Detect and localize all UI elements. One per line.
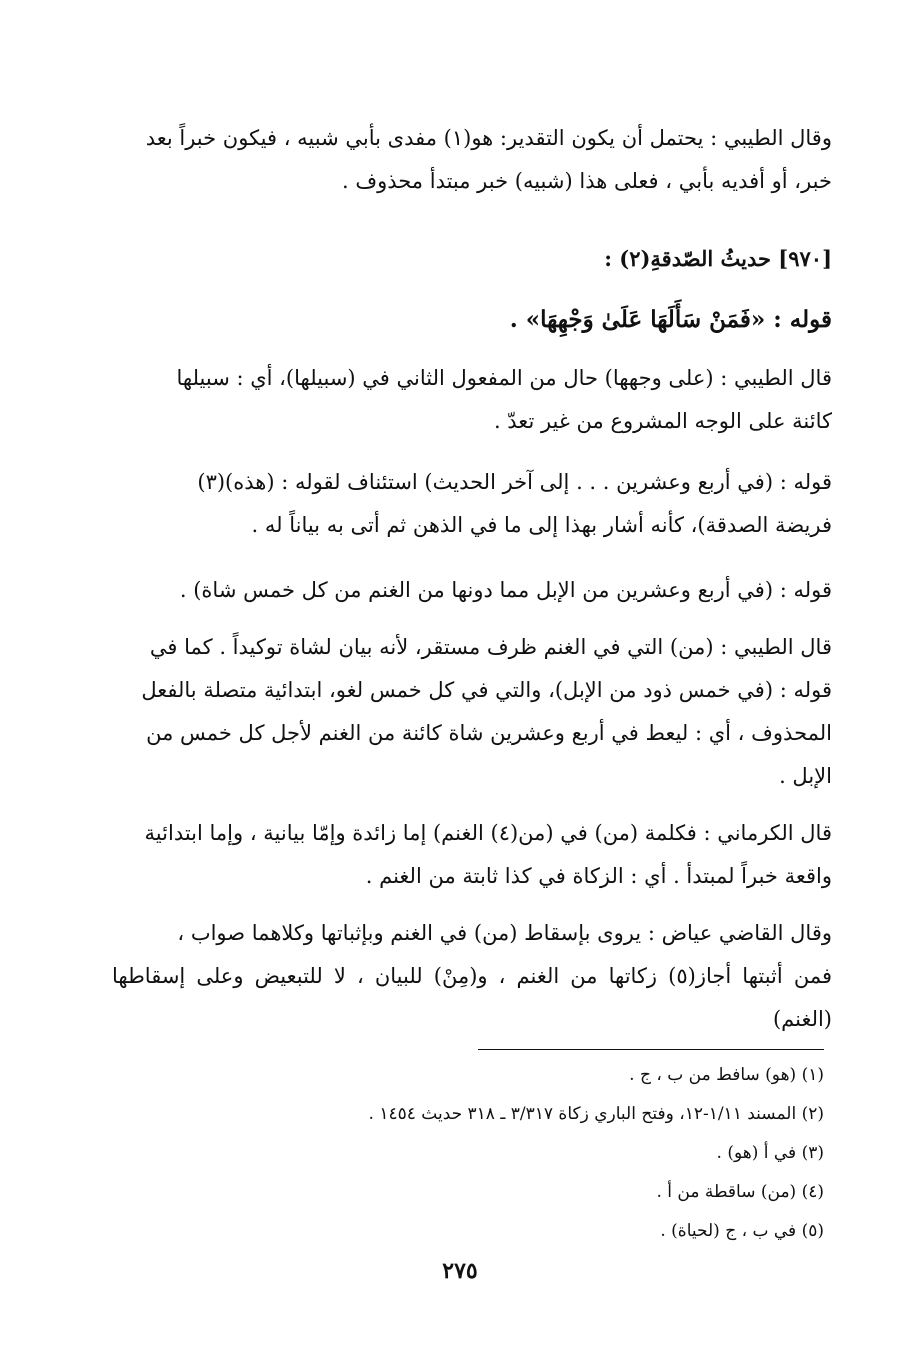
text-line: الإبل . — [779, 764, 832, 788]
main-text — [112, 117, 832, 1041]
paragraph-qadi-iyad — [112, 912, 832, 1041]
page-number: ٢٧٥ — [442, 1258, 478, 1284]
hadith-quote — [112, 298, 832, 341]
text-line: خبر، أو أفديه بأبي ، فعلى هذا (شبيه) خبر مبتدأ محذوف . — [341, 169, 832, 193]
footnote-divider — [478, 1049, 824, 1050]
text-line: [٩٧٠] حديثُ الصّدقةِ(٢) : — [604, 246, 832, 271]
paragraph-kirmani — [112, 812, 832, 898]
text-line: فمن أثبتها أجاز(٥) زكاتها من الغنم ، و(مِنْ) للبيان ، لا للتبعيض وعلى إسقاطها (الغنم) — [112, 964, 832, 1031]
text-line: قال الكرماني : فكلمة (من) في (من(٤) الغنم) إما زائدة وإمّا بيانية ، وإما ابتدائية — [144, 821, 832, 845]
footnotes — [112, 1056, 824, 1251]
text-line: قال الطيبي : (من) التي في الغنم ظرف مستقر، لأنه بيان لشاة توكيداً . كما في — [149, 635, 832, 659]
paragraph-qawluhu-2 — [112, 569, 832, 612]
text-line: قال الطيبي : (على وجهها) حال من المفعول الثاني في (سبيلها)، أي : سبيلها — [176, 366, 832, 390]
text-line: فريضة الصدقة)، كأنه أشار بهذا إلى ما في الذهن ثم أتى به بياناً له . — [251, 513, 832, 537]
text-line: كائنة على الوجه المشروع من غير تعدّ . — [493, 409, 832, 433]
footnote-5: (٥) في ب ، ج (لحياة) . — [660, 1221, 824, 1241]
text-line: قوله : «فَمَنْ سَأَلَهَا عَلَىٰ وَجْهِهَا» . — [509, 306, 832, 333]
paragraph-tayyibi-2 — [112, 357, 832, 443]
paragraph-qawluhu-1 — [112, 461, 832, 547]
paragraph-tayyibi-1 — [112, 117, 832, 203]
footnote-2: (٢) المسند ١/١١-١٢، وفتح الباري زكاة ٣/٣١٧ ـ ٣١٨ حديث ١٤٥٤ . — [368, 1104, 824, 1124]
text-line: قوله : (في خمس ذود من الإبل)، والتي في كل خمس لغو، ابتدائية متصلة بالفعل — [141, 678, 832, 702]
text-line: وقال الطيبي : يحتمل أن يكون التقدير: هو(١) مفدى بأبي شبيه ، فيكون خبراً بعد — [145, 126, 832, 150]
text-line: قوله : (في أربع وعشرين من الإبل مما دونها من الغنم من كل خمس شاة) . — [179, 578, 832, 602]
paragraph-tayyibi-3 — [112, 626, 832, 798]
text-line: قوله : (في أربع وعشرين . . . إلى آخر الحديث) استئناف لقوله : (هذه)(٣) — [197, 470, 832, 494]
text-line: المحذوف ، أي : ليعط في أربع وعشرين شاة كائنة من الغنم لأجل كل خمس من — [146, 721, 832, 745]
footnote-1: (١) (هو) سافط من ب ، ج . — [629, 1065, 824, 1085]
footnote-4: (٤) (من) ساقطة من أ . — [656, 1182, 824, 1202]
footnote-3: (٣) في أ (هو) . — [716, 1143, 824, 1163]
text-line: وقال القاضي عياض : يروى بإسقاط (من) في الغنم وبإثباتها وكلاهما صواب ، — [177, 921, 832, 945]
hadith-heading — [112, 237, 832, 280]
text-line: واقعة خبراً لمبتدأ . أي : الزكاة في كذا ثابتة من الغنم . — [365, 864, 832, 888]
